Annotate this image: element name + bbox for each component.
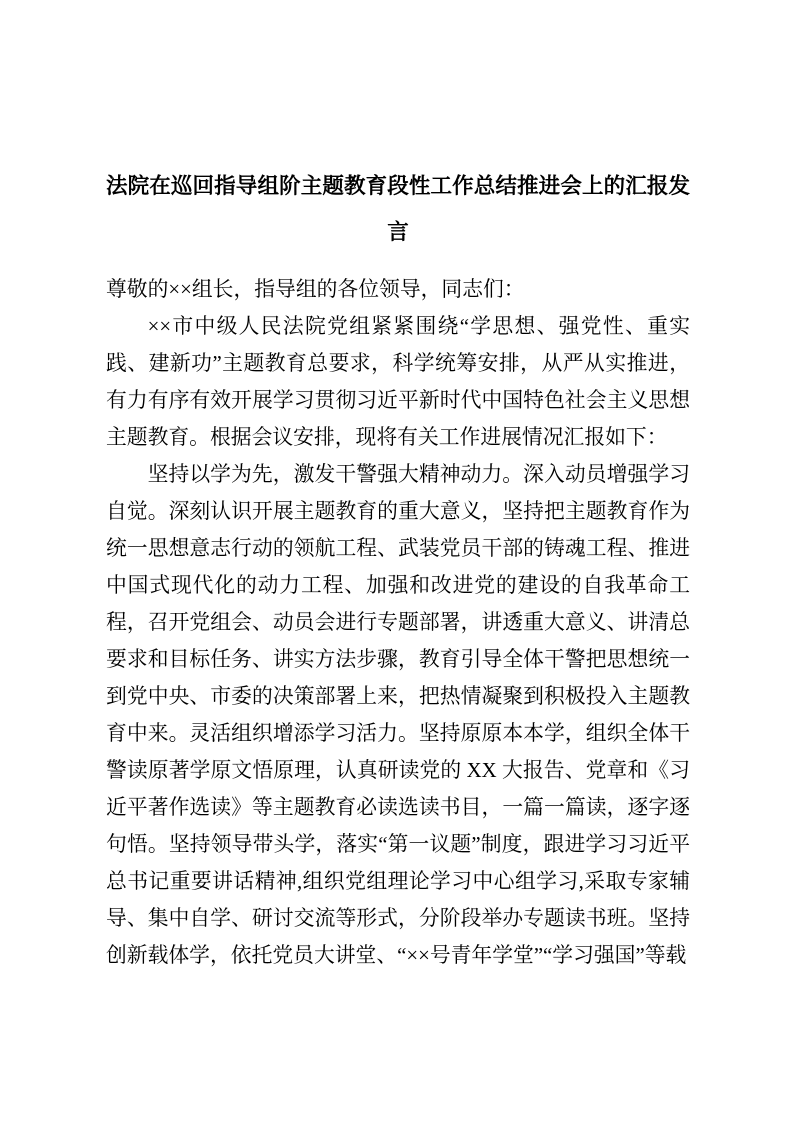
document-title-line-2: 言 (387, 220, 409, 244)
document-title (106, 163, 690, 255)
salutation-line: 尊敬的××组长，指导组的各位领导，同志们： (106, 278, 525, 301)
paragraph-overview: ××市中级人民法院党组紧紧围绕“学思想、强党性、重实践、建新功”主题教育总要求，科学统筹安排，从严从实推进，有力有序有效开展学习贯彻习近平新时代中国特色社会主义思想主题教育。根据会议安排，现将有关工作进展情况汇报如下： (106, 315, 690, 449)
document-title-line-1: 法院在巡回指导组阶主题教育段性工作总结推进会上的汇报发 (106, 174, 690, 198)
paragraph-learning-progress: 坚持以学为先，激发干警强大精神动力。深入动员增强学习自觉。深刻认识开展主题教育的重大意义，坚持把主题教育作为统一思想意志行动的领航工程、武装党员干部的铸魂工程、推进中国式现代化的动力工程、加强和改进党的建设的自我革命工程，召开党组会、动员会进行专题部署，讲透重大意义、讲清总要求和目标任务、讲实方法步骤，教育引导全体干警把思想统一到党中央、市委的决策部署上来，把热情凝聚到积极投入主题教育中来。灵活组织增添学习活力。坚持原原本本学，组织全体干警读原著学原文悟原理，认真研读党的 XX 大报告、党章和《习近平著作选读》等主题教育必读选读书目，一篇一篇读，逐字逐句悟。坚持领导带头学，落实“第一议题”制度，跟进学习习近平总书记重要讲话精神,组织党组理论学习中心组学习,采取专家辅导、集中自学、研讨交流等形式，分阶段举办专题读书班。坚持创新载体学，依托党员大讲堂、“××号青年学堂”“学习强国”等载 (106, 463, 690, 967)
